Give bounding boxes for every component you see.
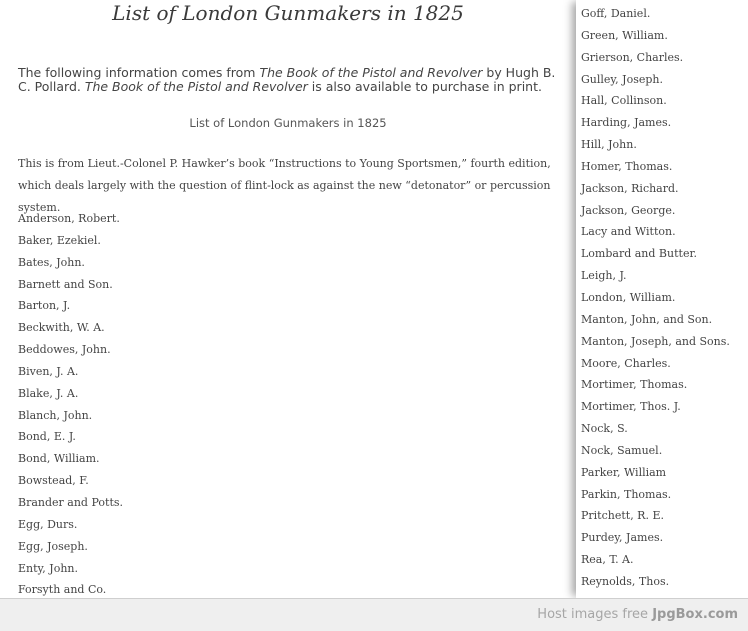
gunmaker-list-item: London, William. [581,290,676,304]
gunmaker-list-item: Bond, William. [18,452,100,466]
gunmaker-list-item: Leigh, J. [581,269,627,283]
description-paragraph: This is from Lieut.-Colonel P. Hawker’s book “Instructions to Young Sportsmen,” fourth edition, which deals largely with the question of flint-lock as against the new “detonator” or percussion system. [18,157,551,214]
gunmaker-list-item: Parker, William [581,465,667,479]
gunmaker-list-item: Barton, J. [18,299,71,313]
image-host-footer [0,598,748,631]
gunmaker-list-item: Hall, Collinson. [581,94,667,108]
gunmaker-list-item: Green, William. [581,28,668,42]
book-title-link-2[interactable]: The Book of the Pistol and Revolver [84,79,308,94]
gunmaker-list-item: Bond, E. J. [18,430,76,444]
gunmaker-list-item: Nock, Samuel. [581,443,663,457]
page-title: List of London Gunmakers in 1825 [112,1,464,25]
gunmaker-list-item: Egg, Joseph. [18,539,88,553]
gunmaker-list-item: Barnett and Son. [18,277,113,291]
intro-text-3: is also available to purchase in print. [307,79,542,94]
gunmaker-list-item: Bowstead, F. [18,474,89,488]
gunmaker-list-item: Reynolds, Thos. [581,574,670,588]
gunmaker-list-item: Nock, S. [581,422,628,436]
intro-paragraph [18,66,563,94]
intro-text-2: by Hugh B. C. Pollard. [18,65,556,94]
gunmaker-list-item: Manton, Joseph, and Sons. [581,334,730,348]
gunmaker-list-item: Brander and Potts. [18,495,124,509]
gunmaker-list-item: Hill, John. [581,138,637,152]
gunmaker-list-item: Bates, John. [18,255,85,269]
gunmaker-list-item: Beddowes, John. [18,343,111,357]
gunmaker-list-item: Baker, Ezekiel. [18,233,101,247]
gunmaker-list-item: Enty, John. [18,561,78,575]
gunmaker-list-item: Egg, Durs. [18,517,78,531]
gunmaker-list-item: Rea, T. A. [581,553,634,567]
gunmaker-list-item: Pritchett, R. E. [581,509,664,523]
gunmaker-list-item: Moore, Charles. [581,356,671,370]
gunmaker-list-item: Jackson, Richard. [581,181,679,195]
gunmaker-list-item: Goff, Daniel. [581,7,651,20]
gunmaker-list-item: Lacy and Witton. [581,225,676,239]
gunmaker-list-item: Harding, James. [581,116,672,130]
gunmaker-list-left [18,208,123,598]
right-page-panel [576,0,748,598]
gunmaker-list-item: Biven, J. A. [18,364,79,378]
gunmaker-list-item: Manton, John, and Son. [581,312,713,326]
gunmaker-list-item: Mortimer, Thomas. [581,378,688,392]
footer-text: Host images free [537,607,653,622]
gunmaker-list-item: Purdey, James. [581,531,664,545]
gunmaker-list-item: Homer, Thomas. [581,159,673,173]
gunmaker-list-item: Forsyth and Co. [18,583,107,597]
footer-brand: JpgBox.com [652,607,738,622]
gunmaker-list-item: Beckwith, W. A. [18,321,105,335]
gunmaker-list-item: Lombard and Butter. [581,247,697,261]
intro-text-1: The following information comes from [18,65,260,80]
gunmaker-list-item: Blanch, John. [18,408,93,422]
book-title-link-1[interactable]: The Book of the Pistol and Revolver [259,65,483,80]
gunmaker-list-item: Jackson, George. [581,203,676,217]
gunmaker-list-item: Anderson, Robert. [18,212,120,225]
footer-credit[interactable] [537,607,738,622]
gunmaker-list-item: Grierson, Charles. [581,50,684,64]
gunmaker-list-item: Blake, J. A. [18,386,79,400]
list-subheading: List of London Gunmakers in 1825 [189,116,387,130]
gunmaker-list-item: Parkin, Thomas. [581,487,672,501]
gunmaker-list-item: Mortimer, Thos. J. [581,400,681,414]
gunmaker-list-item: Gulley, Joseph. [581,72,663,86]
gunmaker-list-right [581,3,730,593]
